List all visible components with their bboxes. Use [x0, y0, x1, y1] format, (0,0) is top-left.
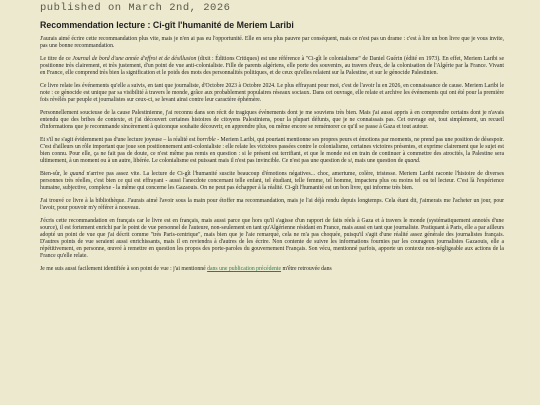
paragraph-text: - Meriem Laribi, qui pourtant mentionne ses propres peurs et émotions par moments, ne prend pas une position de désespoir. C'est d'ailleurs un rôle important que joue son positionnement anti-colonialiste : elle relate les victoires passées contre le colonialisme, certaines victoires présentes, et exprime clairement que le sujet est bien connu. Pour elle, ça ne fait pas de doute, ce n'est même pas remis en question : si le présent est terrifiant, et que le monde est en train de continuer à commettre des atrocités, la Palestine sera ultimement, à un moment ou à un autre, libérée. Le colonialisme est puissant mais il n'est pas invincible. Ce n'est pas une question de — [40, 136, 504, 165]
paragraph-text: J'aurais aimé écrire cette recommandation plus vite, mais je n'en ai pas eu l'opportunité. Elle en sera plus pauvre par conséquent, mais ce n'est pas un drame : c'est à lire un bon livre que je vous invite, pas une bonne recommandation. — [40, 36, 504, 50]
paragraph — [40, 83, 504, 104]
paragraph-text: m'être retrouvée dans — [281, 265, 332, 272]
paragraph — [40, 266, 504, 273]
paragraph — [40, 218, 504, 261]
emphasis: si — [348, 158, 352, 165]
paragraph-text: . — [418, 158, 421, 165]
paragraph-text: (dixit : Éditions Critiques) est une référence à "Ci-gît le colonialisme" de Daniel Guérin (édité en 1973). En effet, Meriem Laribi se positionne très clairement, et très justement, d'un point de vue anti-colonialiste. Fille de parents algériens, elle porte des souvenirs, au travers d'eux, de la colonisation de l'Algérie par la France. Vivant en France, elle comprend très bien la signification et le poids des mots des personnalités politiques, et de ceux qu'elles relaient sur la Palestine, et sur le génocide Palestinien. — [40, 55, 505, 77]
paragraph-text: Je me suis aussi facilement identifiée à son point de vue : j'ai mentionné — [40, 265, 208, 272]
paragraph-text: J'ai trouvé ce livre à la bibliothèque. J'aurais aimé l'avoir sous la main pour étoffer ma recommandation, mais je l'ai déjà rendu depuis longtemps. Cela étant dit, j'aimerais me l'acheter un jour, pour l'avoir, pour pouvoir m'y référer à nouveau. — [40, 197, 504, 211]
paragraph — [40, 56, 504, 77]
emphasis: horrible — [196, 136, 216, 143]
paragraph-text: J'écris cette recommandation en français car le livre est en français, mais aussi parce que hors qu'il s'agisse d'un rapport de faits réels à Gaza et à travers le monde (systématiquement annotés d'une source), il est fortement enrichi par le point de vue personnel de l'auteure, non-seulement en tant qu'Algérienne résidant en France, mais aussi en tant que journaliste. Pratiquant à Paris, elle a par ailleurs adopté un point de vue que j'ai décrit comme "très Paris-centrique", mais bien que je l'aie remarqué, cela ne m'a pas choquée, puisqu'il s'agit d'une réalité assez générale des journalistes français. D'autres points de vue seraient aussi enrichissants, mais il en reviendra à d'autres de les écrire. Non contente de suivre les informations fournies par les courageux journalistes Gazaouis, elle a répétitivement, en personne, œuvré à remettre en question les propos des porte-paroles du gouvernement Français. Son vécu, mentionné parfois, apporte un contexte non-négligeable aux actions de la France qu'elle relate. — [40, 217, 504, 260]
paragraph-text: , mais une question de — [351, 158, 405, 165]
paragraph — [40, 36, 504, 50]
paragraph-text: Bien-sûr, le — [40, 170, 70, 177]
post-body — [40, 36, 504, 279]
paragraph-text: Et s'il ne s'agit évidemment pas d'une lecture joyeuse – la réalité est — [40, 136, 197, 143]
previous-post-link[interactable]: dans une publication précédente — [207, 265, 282, 272]
paragraph-text: Ce livre relate les événements qu'elle a suivis, en tant que journaliste, d'Octobre 2023 à Octobre 2024. Le plus effrayant pour moi, c'est de l'avoir lu en 2026, en connaissance de cause. Meriem Laribi le note : ce génocide est unique par sa visibilité à travers le monde, grâce aux probablement populaires réseaux sociaux. Dans cet ouvrage, elle relate et archive les événements qui ont été pour la première fois révélés par peuple et journalistes sur ceux-ci, se levant ainsi contre leur caractère éphémère. — [40, 82, 504, 104]
book-subtitle: Journal de bord d'une année d'effroi et de désillusion — [72, 55, 197, 62]
paragraph-text: Le titre de ce — [40, 55, 73, 62]
post-title: Recommendation lecture : Ci-gît l'humanité de Meriem Laribi — [40, 20, 294, 30]
paragraph — [40, 198, 504, 212]
paragraph — [40, 171, 504, 192]
emphasis: quand — [69, 170, 85, 177]
paragraph — [40, 110, 504, 131]
paragraph-text: Personnellement soucieuse de la cause Palestinienne, j'ai reconnu dans son récit de tragiques événements dont je me souviens très bien. Mais j'ai aussi appris à en comprendre certains dont je n'avais entendu que des bribes de contexte, et j'ai découvert certaines histoires de citoyens Palestiniens, pour la plupart défunts, que je ne connaissais pas. Cet ouvrage est, tout simplement, un recueil d'informations que je recommande sincèrement à quiconque souhaite découvrir, en apprendre plus, ou même encore se remémorer ce qu'il se passe à Gaza et tout autour. — [40, 109, 504, 130]
paragraph — [40, 137, 504, 165]
emphasis: quand — [404, 158, 419, 165]
publish-date: published on March 2nd, 2026 — [40, 2, 231, 14]
paragraph-text: n'arrive pas assez vite. La lecture de Ci-gît l'humanité suscite beaucoup d'émotions négatives... choc, amertume, colère, tristesse. Meriem Laribi raconte l'histoire de diverses personnes très réelles, c'est bien ce qui est effrayant - aussi l'anecdote concernant telle enfant, tel étudiant, telle femme, tel homme, impactera plus ou moins tel ou tel lecteur. C'est là l'expérience humaine, subjective, complexe - la même qui concerne les Gazaouis. On ne peut pas échapper à la réalité. Ci-gît l'humanité est un bon livre, qui informe très bien. — [40, 170, 504, 192]
